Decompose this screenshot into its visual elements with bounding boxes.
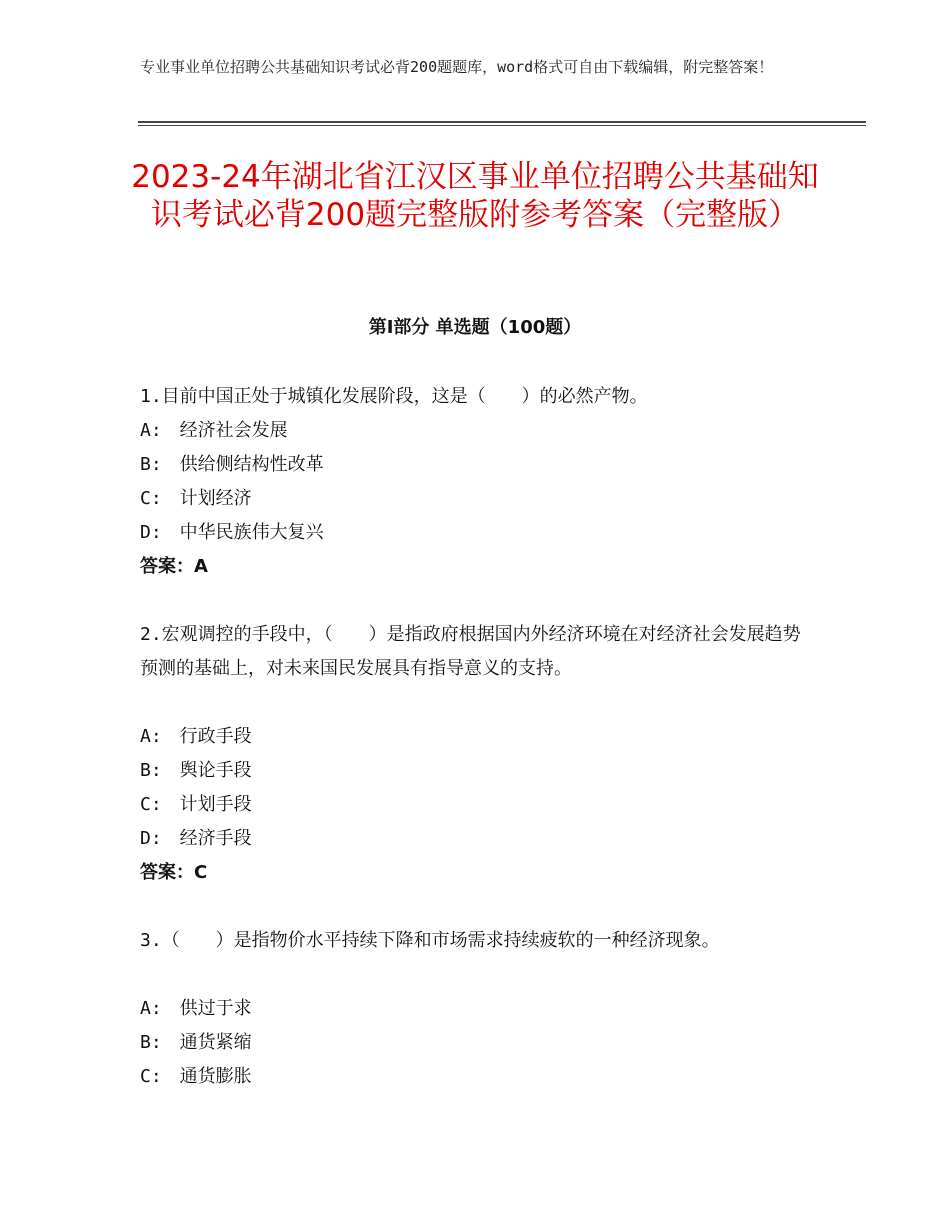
header-divider-thick bbox=[138, 121, 866, 123]
answer: 答案：C bbox=[140, 862, 208, 883]
option-c: C: 通货膨胀 bbox=[140, 1066, 252, 1087]
option-c: C: 计划经济 bbox=[140, 488, 252, 509]
question-stem: 2.宏观调控的手段中，（ ）是指政府根据国内外经济环境在对经济社会发展趋势预测的基础上，对未来国民发展具有指导意义的支持。 bbox=[140, 624, 801, 679]
option-b: B: 通货紧缩 bbox=[140, 1032, 252, 1053]
option-a: A: 供过于求 bbox=[140, 998, 252, 1019]
option-d: D: 经济手段 bbox=[140, 828, 252, 849]
question-stem: 1.目前中国正处于城镇化发展阶段，这是（ ）的必然产物。 bbox=[140, 386, 648, 407]
header-note: 专业事业单位招聘公共基础知识考试必背200题题库，word格式可自由下载编辑，附完整答案！ bbox=[140, 58, 774, 76]
option-a: A: 行政手段 bbox=[140, 726, 252, 747]
question-stem: 3.（ ）是指物价水平持续下降和市场需求持续疲软的一种经济现象。 bbox=[140, 930, 720, 951]
option-a: A: 经济社会发展 bbox=[140, 420, 288, 441]
option-c: C: 计划手段 bbox=[140, 794, 252, 815]
option-b: B: 舆论手段 bbox=[140, 760, 252, 781]
option-d: D: 中华民族伟大复兴 bbox=[140, 522, 324, 543]
option-b: B: 供给侧结构性改革 bbox=[140, 454, 324, 475]
document-title: 2023-24年湖北省江汉区事业单位招聘公共基础知识考试必背200题完整版附参考答案（完整版） bbox=[131, 159, 819, 233]
section-heading: 第Ⅰ部分 单选题（100题） bbox=[368, 317, 582, 338]
answer: 答案：A bbox=[140, 556, 208, 577]
header-divider-thin bbox=[138, 125, 866, 126]
